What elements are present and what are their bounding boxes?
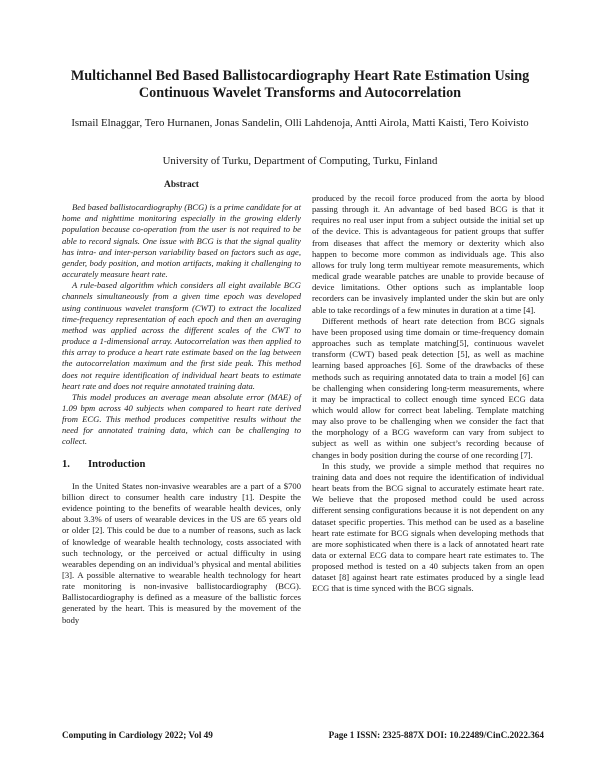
- body-paragraph: In the United States non-invasive wearables are a part of a $700 billion direct to consumer health care industry [1]. Despite the evidence pointing to the benefits of wearable health devices, only about 3.3% of users of wearable devices in the US are 65 years old or older [2]. This could be due to a number of reasons, such as lack of knowledge of wearable health technology, costs associated with such technology, or the perceived or actual difficulty in using wearables depending on an individual’s physical and mental abilities [3]. A possible alternative to wearable health technology for heart rate monitoring is non-invasive ballistocardiography (BCG). Ballistocardiography is defined as a measure of the ballistic forces generated by the heart. This is measured by the movement of the body: [62, 480, 301, 625]
- paper-title: [40, 68, 560, 102]
- footer-identifier: Page 1 ISSN: 2325-887X DOI: 10.22489/CinC.2022.364: [328, 730, 544, 740]
- body-paragraph: In this study, we provide a simple method that requires no training data and does not require the identification of individual heart beats from the BCG signal to accurately estimate heart rate. We believe that the proposed method could be used across different sensing configurations because it is not dependent on any dataset specific properties. This method can be used as a baseline heart rate estimate for BCG signals when developing methods that are more sophisticated when there is a lack of annotated heart rate data or external ECG data to compare heart rate estimates to. The proposed method is tested on a 40 subjects taken from an open dataset [8] against heart rate estimates produced by a single lead ECG that is time synced with the BCG signals.: [312, 460, 544, 594]
- title-line-1: Multichannel Bed Based Ballistocardiography Heart Rate Estimation Using: [70, 68, 530, 84]
- author-list: Ismail Elnaggar, Tero Hurnanen, Jonas Sandelin, Olli Lahdenoja, Antti Airola, Matti Kaisti, Tero Koivisto: [71, 117, 529, 129]
- footer-venue: Computing in Cardiology 2022; Vol 49: [62, 730, 213, 740]
- abstract-section: [62, 180, 301, 448]
- left-column: [62, 180, 301, 626]
- section-number: 1.: [62, 458, 70, 470]
- abstract-paragraph: This model produces an average mean absolute error (MAE) of 1.09 bpm across 40 subjects when compared to heart rate derived from ECG. This method produces competitive results without the need for annotated training data, which can be challenging to collect.: [62, 391, 301, 447]
- body-paragraph: produced by the recoil force produced from the aorta by blood passing through it. An advantage of bed based BCG is that it requires no real user input from a subject outside the initial set up of the device. This is advantageous for patient groups that suffer from diseases that affect the memory or dexterity which also happen to become more common as individuals age. This also allows for truly long term multiyear remote measurements, which medical grade wearable patches are unable to provide because of device limitations. Other options such as implantable loop recorders can be invasively implanted under the skin but are only able to take recordings of a few minutes in duration at a time [4].: [312, 193, 544, 315]
- body-paragraph: Different methods of heart rate detection from BCG signals have been proposed using time domain or time-frequency domain approaches such as template matching[5], continuous wavelet transform (CWT) based peak detection [5], as well as machine learning based approaches [6]. Some of the drawbacks of these methods such as requiring annotated data to train a model [6] can be challenging when considering long-term measurements, where it may be impractical to collect enough time synced ECG data which would allow for correct beat labeling. Template matching may also prove to be challenging when we consider the fact that the morphology of a BCG waveform can vary from subject to subject as well as within one subject’s recording because of changes in body position during the course of one recording [7].: [312, 315, 544, 460]
- section-title: Introduction: [87, 458, 146, 470]
- abstract-paragraph: A rule-based algorithm which considers all eight available BCG channels simultaneously from a given time epoch was developed using continuous wavelet transform (CWT) to extract the localized time-frequency representation of each epoch and then an averaging method was applied across the different scales of the CWT to produce a 1-dimensional array. Autocorrelation was then applied to this array to produce a heart rate estimate based on the lag between the autocorrelation maximum and the first side peak. This method does not require identification of individual heart beats to estimate heart rate and does not require annotated training data.: [62, 280, 301, 391]
- affiliation: University of Turku, Department of Computing, Turku, Finland: [162, 155, 438, 167]
- abstract-heading: Abstract: [164, 180, 199, 190]
- abstract-paragraph: Bed based ballistocardiography (BCG) is a prime candidate for at home and nighttime monitoring especially in the growing elderly population because co-operation from the user is not required to be able to record signals. One issue with BCG is that the signal quality has intra- and inter-person variability based on factors such as age, gender, body position, and motion artifacts, making it challenging to accurately measure heart rate.: [62, 202, 301, 280]
- introduction-heading: [62, 459, 301, 470]
- title-line-2: Continuous Wavelet Transforms and Autocorrelation: [138, 85, 462, 101]
- right-column: [312, 193, 544, 595]
- page-footer: [62, 730, 544, 740]
